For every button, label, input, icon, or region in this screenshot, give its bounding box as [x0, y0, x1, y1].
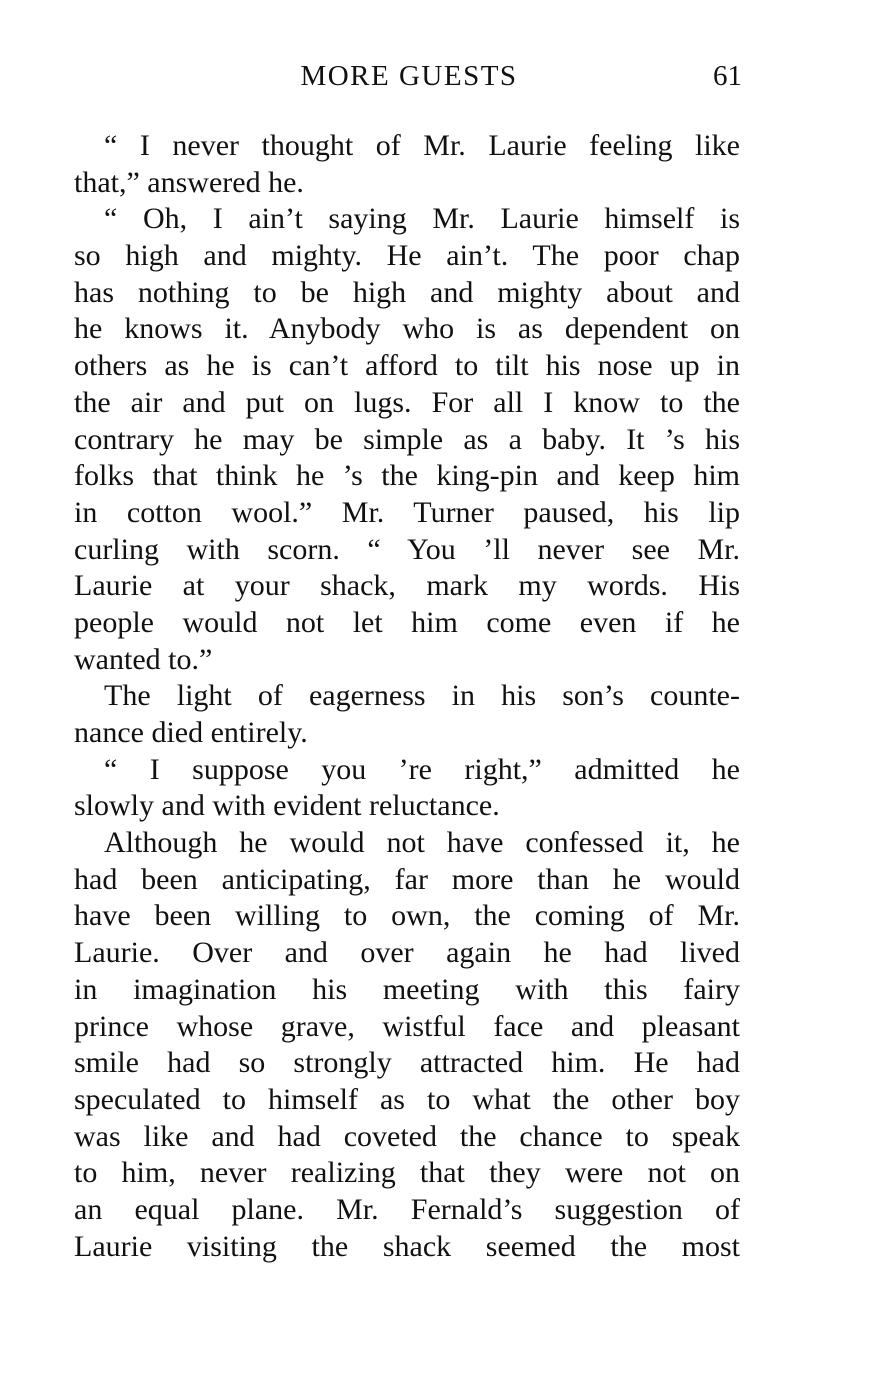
text-line: The light of eagerness in his son’s counte- — [104, 679, 740, 713]
text-line: others as he is can’t afford to tilt his nose up in — [74, 349, 740, 383]
text-line: had been anticipating, far more than he would — [74, 862, 740, 896]
text-line: Laurie visiting the shack seemed the most — [74, 1229, 740, 1263]
text-line: nance died entirely. — [74, 716, 308, 749]
text-line: to him, never realizing that they were not on — [74, 1156, 740, 1190]
page-number: 61 — [713, 60, 742, 92]
text-line: in imagination his meeting with this fairy — [74, 972, 740, 1006]
text-line: was like and had coveted the chance to speak — [74, 1119, 740, 1153]
text-line: smile had so strongly attracted him. He had — [74, 1046, 740, 1080]
text-line: contrary he may be simple as a baby. It ’s his — [74, 422, 740, 456]
text-line: have been willing to own, the coming of Mr. — [74, 899, 740, 933]
text-line: an equal plane. Mr. Fernald’s suggestion of — [74, 1192, 740, 1226]
text-line: he knows it. Anybody who is as dependent on — [74, 312, 740, 346]
text-line: curling with scorn. “ You ’ll never see Mr. — [74, 532, 740, 566]
text-line: wanted to.” — [74, 642, 213, 676]
body-text — [74, 128, 740, 1265]
text-line: “ Oh, I ain’t saying Mr. Laurie himself is — [104, 202, 740, 236]
text-line: slowly and with evident reluctance. — [74, 789, 500, 823]
text-line: that,” answered he. — [74, 165, 304, 199]
text-line: people would not let him come even if he — [74, 605, 740, 639]
text-line: the air and put on lugs. For all I know to the — [74, 385, 740, 419]
text-line: Laurie at your shack, mark my words. His — [74, 569, 740, 603]
text-line: so high and mighty. He ain’t. The poor chap — [74, 239, 740, 273]
text-line: Although he would not have confessed it, he — [104, 826, 740, 860]
text-line: “ I never thought of Mr. Laurie feeling like — [104, 129, 740, 162]
text-line: Laurie. Over and over again he had lived — [74, 936, 740, 970]
chapter-title: MORE GUESTS — [300, 60, 518, 92]
text-line: has nothing to be high and mighty about and — [74, 275, 740, 309]
text-line: prince whose grave, wistful face and pleasant — [74, 1009, 740, 1043]
text-line: in cotton wool.” Mr. Turner paused, his lip — [74, 495, 740, 529]
text-line: “ I suppose you ’re right,” admitted he — [104, 752, 740, 786]
text-line: speculated to himself as to what the other boy — [74, 1082, 740, 1116]
text-line: folks that think he ’s the king-pin and keep him — [74, 459, 740, 493]
running-head — [74, 60, 744, 100]
